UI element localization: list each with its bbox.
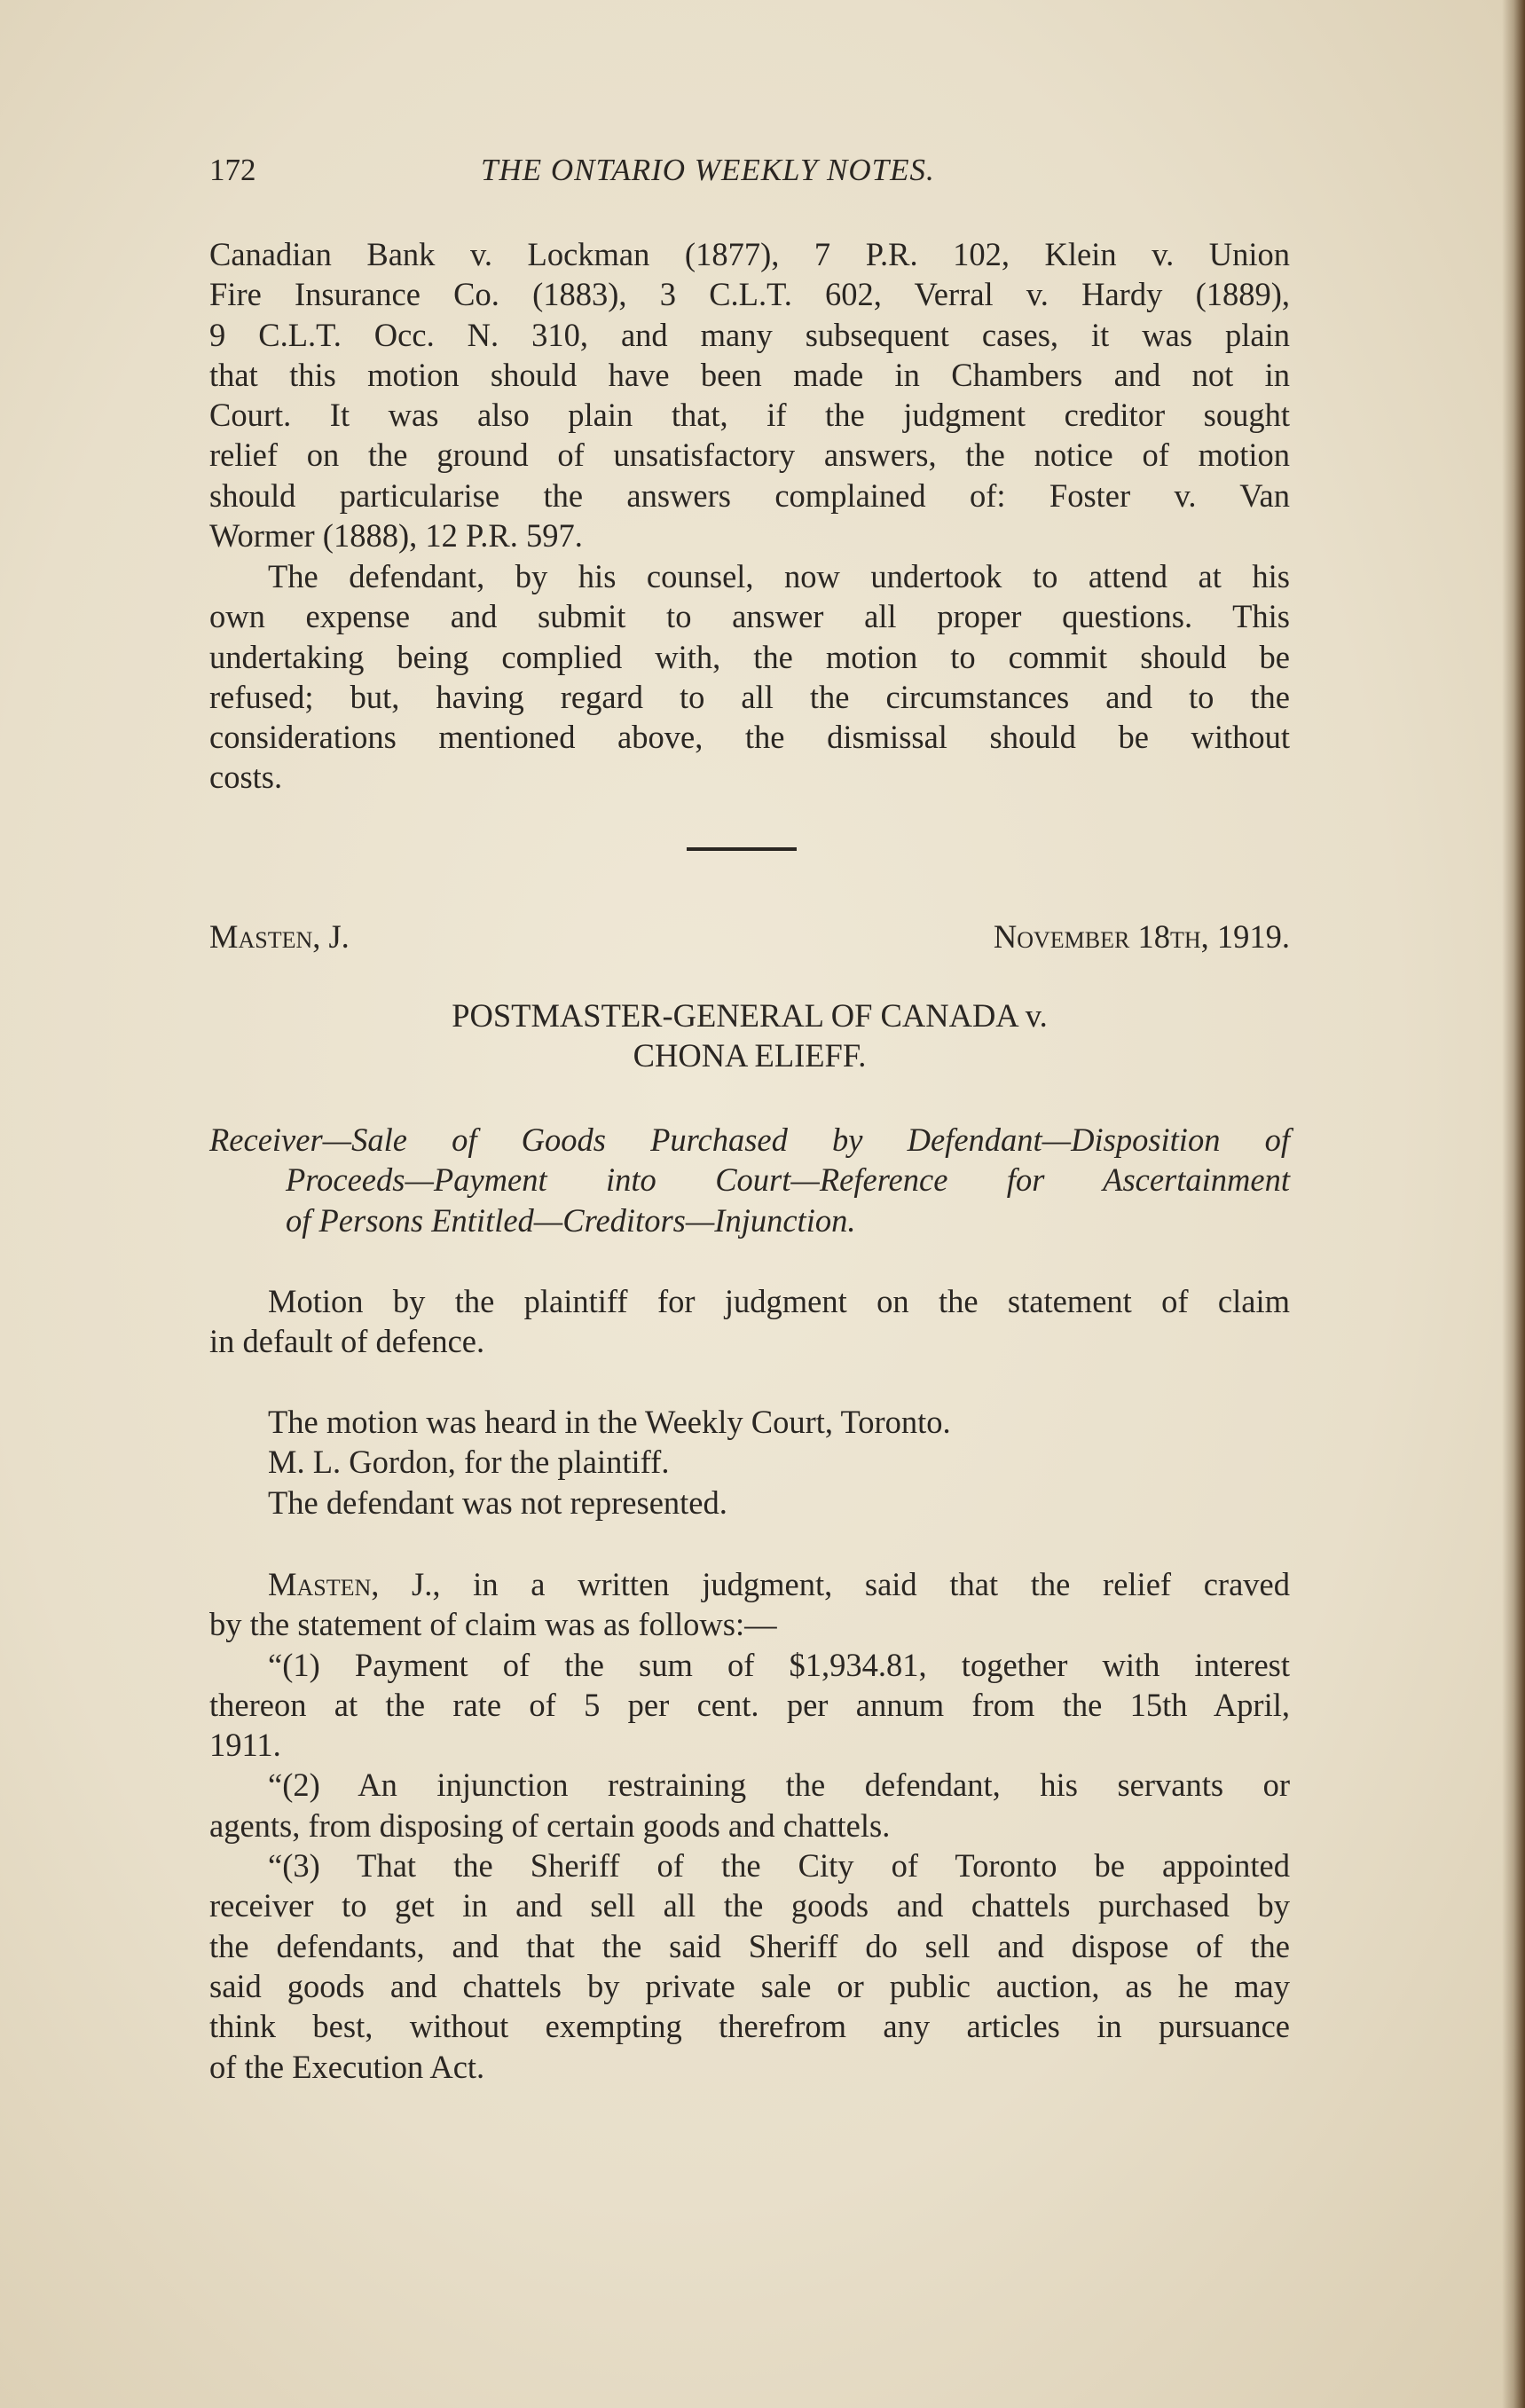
case-title <box>209 995 1290 1076</box>
text-line: M. L. Gordon, for the plaintiff. <box>268 1444 670 1481</box>
case-judge-date <box>209 917 1290 958</box>
headnote-line: Proceeds—Payment into Court—Reference for Ascertainment <box>286 1161 1290 1199</box>
text-line: said goods and chattels by private sale or public auction, as he may <box>209 1967 1290 2004</box>
text-line: The defendant, by his counsel, now undertook to attend at his <box>268 558 1290 594</box>
text-line: undertaking being complied with, the motion to commit should be <box>209 638 1290 675</box>
text-line: Court. It was also plain that, if the judgment creditor sought <box>209 397 1290 434</box>
text-line: costs. <box>209 759 283 796</box>
journal-title: THE ONTARIO WEEKLY NOTES. <box>481 153 935 187</box>
text-line: “(3) That the Sheriff of the City of Toronto be appointed <box>268 1847 1290 1885</box>
text-line: Masten, J., in a written judgment, said that the relief craved <box>268 1566 1290 1602</box>
text-line: Motion by the plaintiff for judgment on the statement of claim <box>268 1283 1290 1319</box>
undertaking-paragraph <box>209 556 1290 798</box>
judge-name: Masten, J. <box>209 918 350 955</box>
page-edge-shadow <box>1502 0 1525 2408</box>
hearing-details <box>209 1402 1290 1523</box>
text-line: that this motion should have been made in Chambers and not in <box>209 356 1290 393</box>
text-line: agents, from disposing of certain goods and chattels. <box>209 1806 891 1844</box>
headnote-line: of Persons Entitled—Creditors—Injunction. <box>286 1201 856 1239</box>
page-number: 172 <box>209 153 256 187</box>
text-line: of the Execution Act. <box>209 2048 485 2085</box>
text-line: the defendants, and that the said Sheriff do sell and dispose of the <box>209 1927 1290 1964</box>
running-head <box>209 153 1290 193</box>
judge-name-inline: Masten <box>268 1566 372 1602</box>
headnote <box>209 1120 1290 1240</box>
text-line: by the statement of claim was as follows:— <box>209 1606 777 1643</box>
text-line: Wormer (1888), 12 P.R. 597. <box>209 517 583 555</box>
text-line: considerations mentioned above, the dismissal should be without <box>209 719 1290 756</box>
headnote-line: Receiver—Sale of Goods Purchased by Defendant—Disposition of <box>209 1121 1290 1158</box>
judgment-date: November 18th, 1919. <box>993 918 1290 955</box>
text-line: 9 C.L.T. Occ. N. 310, and many subsequent cases, it was plain <box>209 316 1290 353</box>
opening-paragraph <box>209 234 1290 555</box>
text-line: relief on the ground of unsatisfactory answers, the notice of motion <box>209 437 1290 474</box>
text-line: 1911. <box>209 1727 281 1764</box>
motion-paragraph <box>209 1281 1290 1362</box>
case-title-line: CHONA ELIEFF. <box>633 1037 867 1074</box>
text-line: The defendant was not represented. <box>268 1483 727 1521</box>
text-line: thereon at the rate of 5 per cent. per annum from the 15th April, <box>209 1686 1290 1723</box>
text-line: refused; but, having regard to all the circumstances and to the <box>209 678 1290 715</box>
case-title-line: POSTMASTER-GENERAL OF CANADA v. <box>452 997 1048 1034</box>
text-line: should particularise the answers complained of: Foster v. Van <box>209 476 1290 514</box>
text-line: own expense and submit to answer all proper questions. This <box>209 598 1290 635</box>
text-line: “(1) Payment of the sum of $1,934.81, together with interest <box>268 1646 1290 1683</box>
text-line: The motion was heard in the Weekly Court, Toronto. <box>268 1404 951 1440</box>
section-divider <box>687 847 797 851</box>
text-line: think best, without exempting therefrom any articles in pursuance <box>209 2008 1290 2045</box>
text-line: “(2) An injunction restraining the defendant, his servants or <box>268 1767 1290 1804</box>
text-line: in default of defence. <box>209 1323 485 1360</box>
text-line: Canadian Bank v. Lockman (1877), 7 P.R. 102, Klein v. Union <box>209 236 1290 272</box>
text-line: Fire Insurance Co. (1883), 3 C.L.T. 602, Verral v. Hardy (1889), <box>209 276 1290 313</box>
judgment-body <box>209 1564 1290 2087</box>
text-line: receiver to get in and sell all the goods and chattels purchased by <box>209 1887 1290 1924</box>
